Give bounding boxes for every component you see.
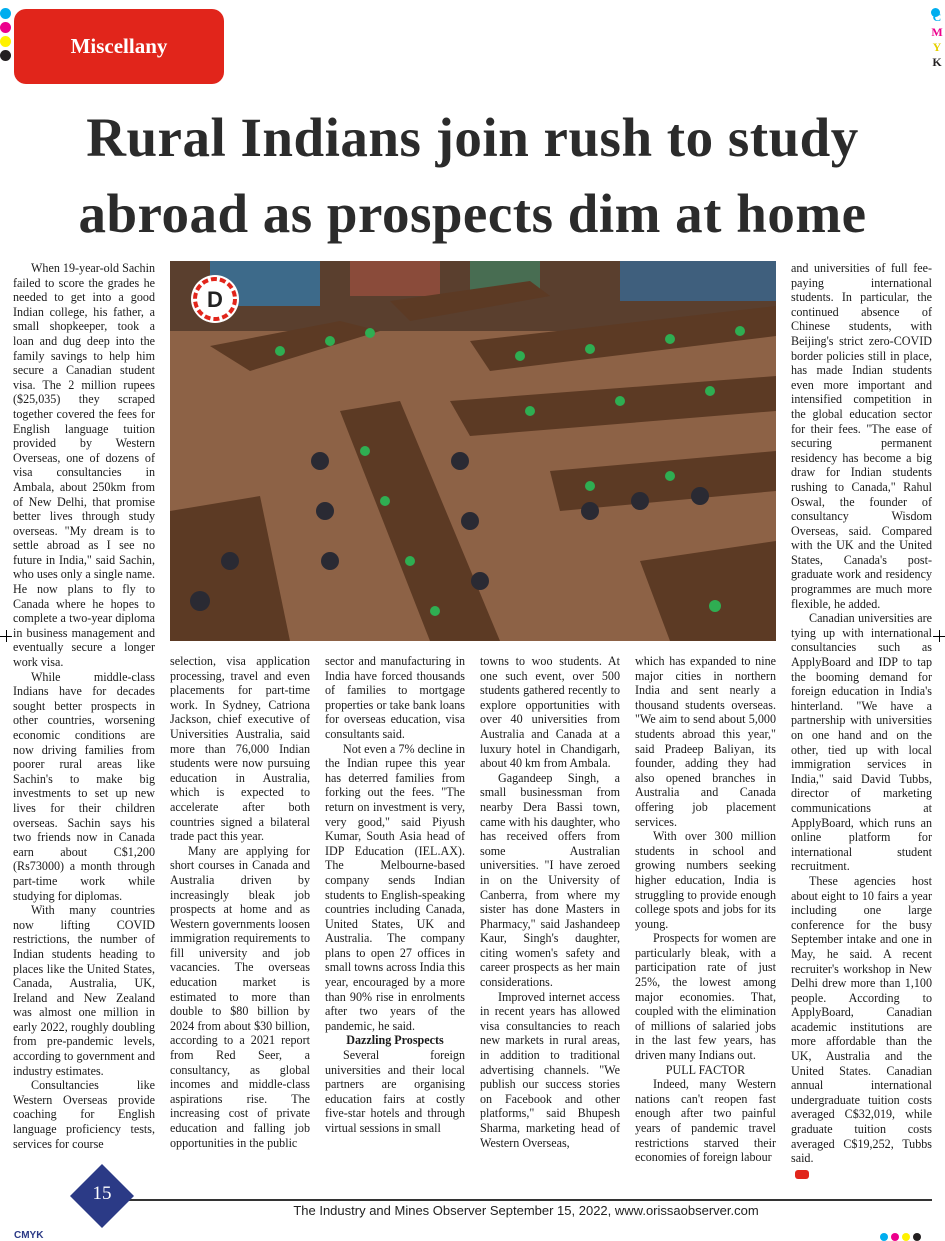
paragraph: Consultancies like Western Overseas provide coaching for English language proficiency tests, services for course xyxy=(13,1078,155,1151)
subheading: Dazzling Prospects xyxy=(346,1033,444,1048)
paragraph: When 19-year-old Sachin failed to score the grades he needed to get into a good Indian college, his father, a small shopkeeper, took a loan and dug deep into the family savings to help him secure a Canadian student visa. The 2 million rupees ($25,035) they scraped together covered the fees for English language tuition provided by Western Overseas, one of dozens of visa consultancies in Ambala, about 250km from of New Delhi, that promise better lives through study overseas. "My dream is to settle abroad as I see no future in India," said Sachin, who uses only a single name. He now plans to fly to Canada where he hopes to complete a two-year diploma in business management and eventually secure a longer work visa. xyxy=(13,261,156,670)
paragraph: selection, visa application processing, travel and even placements for part-time work. In Sydney, Catriona Jackson, chief executive of Universities Australia, said more than 76,000 Indian students were now pursuing education in Australia, which is expected to accelerate after both countries signed a bilateral trade pact this year. xyxy=(170,654,310,844)
cmyk-label xyxy=(931,10,943,70)
black-dot xyxy=(913,1233,921,1241)
paragraph: which has expanded to nine major cities in northern India and sent nearly a thousand students overseas. "We aim to send about 5,000 students abroad this year," said Pradeep Baliyan, its founder, adding they had also opened branches in Australia and Canada offering job placement services. xyxy=(635,654,776,829)
library-photo xyxy=(170,261,776,641)
section-tag: Miscellany xyxy=(14,9,224,84)
paragraph: Not even a 7% decline in the Indian rupee this year has deterred families from forking out the fees. "The return on investment is very, very good," said Piyush Kumar, South Asia head of IDP Education (IEL.AX). The Melbourne-based company sends Indian students to English-speaking countries including Canada, United States, UK and Australia. The company plans to open 27 offices in small towns across India this year, encouraged by a more than 90% rise in enrolments after two years of the pandemic, he said. xyxy=(325,741,465,1033)
page-number: 15 xyxy=(92,1183,112,1204)
registration-marks-bottom xyxy=(880,1233,921,1241)
end-of-article-mark xyxy=(795,1170,809,1179)
paragraph: Indeed, many Western nations can't reopen fast enough after two painful years of pandemic travel restrictions starved their economies of foreign labour xyxy=(635,1077,776,1165)
article-column-3 xyxy=(325,654,465,1136)
black-dot xyxy=(0,50,11,61)
article-column-2 xyxy=(170,654,310,1150)
footer-text: The Industry and Mines Observer September 15, 2022, www.orissaobserver.com xyxy=(293,1203,759,1218)
logo-letter: D xyxy=(207,287,223,312)
paragraph: and universities of full fee-paying international students. In particular, the continued absence of Chinese students, with Beijing's strict zero-COVID border policies still in place, has made Indian students even more important and intensified competition in the global education sector for their fees. "The ease of securing permanent residency has become a big draw for Indian students rushing to Canada," Rahul Oswal, the founder of consultancy Wisdom Overseas, said. Compared with the UK and the United States, Canada's post-graduate work and residency programmes are much more flexible, he added. xyxy=(791,261,932,611)
yellow-dot xyxy=(902,1233,910,1241)
paragraph: Canadian universities are tying up with international consultancies such as ApplyBoard and IDP to tap the booming demand for foreign education in India's hinterland. "We have a partnership with universities on one hand and on the other, tied up with local immigration services in India," said David Tubbs, director of marketing communications at ApplyBoard, which runs an online platform for international student recruitment. xyxy=(791,611,932,874)
cmyk-k: K xyxy=(932,55,942,69)
page-number-badge xyxy=(70,1164,134,1228)
library-illustration xyxy=(170,261,776,641)
paragraph: towns to woo students. At one such event, over 500 students gathered recently to explore opportunities with over 40 universities from Australia and Canada at a luxury hotel in Chandigarh, about 40 km from Ambala. xyxy=(480,654,620,771)
cmyk-c: C xyxy=(932,10,942,24)
article-column-5 xyxy=(635,654,776,1165)
cmyk-y: Y xyxy=(932,40,942,54)
logo-badge xyxy=(191,275,239,323)
magenta-dot xyxy=(891,1233,899,1241)
paragraph: Prospects for women are particularly bleak, with a participation rate of just 25%, the lowest among major economies. That, coupled with the elimination of millions of salaried jobs in the last few years, has driven many Indians out. xyxy=(635,931,776,1063)
paragraph: With many countries now lifting COVID restrictions, the number of Indian students heading to places like the United States, Canada, Australia, UK, Ireland and New Zealand was almost one million in early 2022, roughly doubling from pre-pandemic levels, according to government and industry estimates. xyxy=(13,903,155,1078)
paragraph: Many are applying for short courses in Canada and Australia driven by increasingly bleak job prospects at home and as Western governments loosen immigration requirements to fill university and job vacancies. The overseas education market is estimated to more than double to $80 billion by 2024 from about $30 billion, according to a 2021 report from Red Seer, a consultancy, as global incomes and middle-class aspirations rise. The increasing cost of private education and falling job opportunities in the public xyxy=(170,843,310,1150)
paragraph: Several foreign universities and their local partners are organising education fairs at costly five-star hotels and through virtual sessions in small xyxy=(325,1048,465,1135)
paragraph: These agencies host about eight to 10 fairs a year including one large conference for the busy September intake and one in May, he said. A recent recruiter's workshop in New Delhi drew more than 1,100 people. According to ApplyBoard, Canadian academic institutions are more affordable than the UK, Australia and the United States. Canadian annual international undergraduate tuition costs averaged C$32,019, while graduate tuition costs averaged C$19,252, Tubbs said. xyxy=(791,873,932,1166)
pull-factor-label: PULL FACTOR xyxy=(665,1062,746,1077)
footer-rule xyxy=(94,1199,932,1201)
article-column-4 xyxy=(480,654,620,1150)
paragraph: Improved internet access in recent years has allowed visa consultancies to reach new markets in rural areas, in addition to traditional advertising channels. "We publish our success stories on Facebook and other platforms," said Bhupesh Sharma, marketing head of Western Overseas, xyxy=(480,989,620,1150)
magenta-dot xyxy=(0,22,11,33)
article-column-1 xyxy=(13,261,155,1151)
headline-line-1: Rural Indians join rush to study xyxy=(86,107,859,168)
article-column-6 xyxy=(791,261,932,1180)
crop-mark xyxy=(6,630,7,642)
cyan-dot xyxy=(0,8,11,19)
paragraph: Gagandeep Singh, a small businessman from nearby Dera Bassi town, came with his daughter, who has received offers from some Australian universities. "I have zeroed in on the University of Canberra, from where my sister has done Masters in Pharmacy," said Jashandeep Kaur, Singh's daughter, citing women's safety and career prospects as her main considerations. xyxy=(480,770,620,990)
yellow-dot xyxy=(0,36,11,47)
paragraph: sector and manufacturing in India have forced thousands of families to mortgage properties or take bank loans for overseas education, visa consultants said. xyxy=(325,654,465,741)
paragraph: With over 300 million students in school and growing numbers seeking higher education, India is struggling to provide enough college spots and jobs for its young. xyxy=(635,829,776,931)
headline xyxy=(0,100,945,252)
cmyk-bottom-label: CMYK xyxy=(14,1230,44,1241)
crop-mark xyxy=(939,630,940,642)
headline-line-2: abroad as prospects dim at home xyxy=(78,183,867,244)
registration-marks-left xyxy=(0,8,11,61)
cyan-dot xyxy=(880,1233,888,1241)
cmyk-m: M xyxy=(931,25,943,39)
paragraph: While middle-class Indians have for decades sought better prospects in other countries, worsening economic conditions are now driving families from poorer rural areas like Sachin's to make big investments to set up new lives for their children overseas. Sachin says his two friends now in Canada earn about C$1,200 (Rs73000) a month through part-time work while studying for diplomas. xyxy=(13,669,155,903)
